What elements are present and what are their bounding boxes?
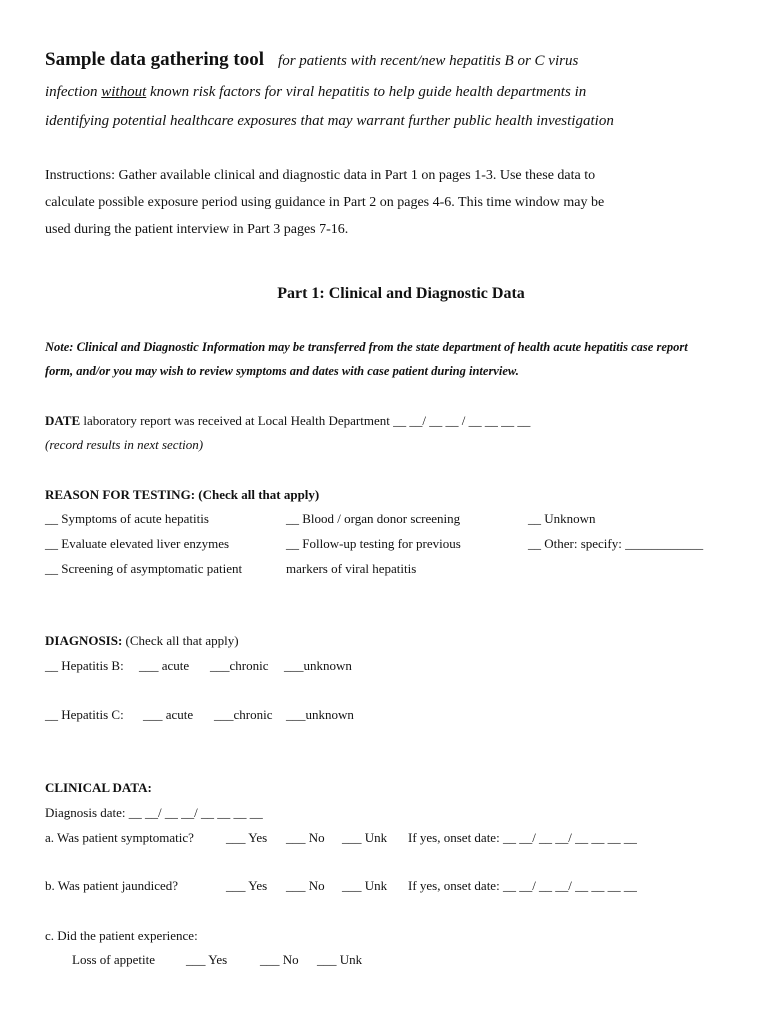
reason-option-follow-up-testing[interactable]: __ Follow-up testing for previous bbox=[286, 536, 461, 551]
reason-option-follow-up-testing-cont: markers of viral hepatitis bbox=[286, 561, 417, 576]
diagnosis-date-field[interactable]: Diagnosis date: __ __/ __ __/ __ __ __ __ bbox=[45, 805, 263, 820]
reason-option-unknown[interactable]: __ Unknown bbox=[528, 511, 596, 526]
diagnosis-heading bbox=[45, 633, 239, 649]
jaundiced-yes[interactable]: ___ Yes bbox=[226, 878, 268, 893]
subtitle-text: known risk factors for viral hepatitis to help guide health departments in bbox=[146, 84, 587, 100]
reason-option-elevated-enzymes[interactable]: __ Evaluate elevated liver enzymes bbox=[45, 536, 230, 551]
reason-subtitle: : (Check all that apply) bbox=[190, 487, 320, 502]
question-symptomatic: a. Was patient symptomatic? bbox=[45, 830, 194, 845]
reason-option-symptoms[interactable]: __ Symptoms of acute hepatitis bbox=[45, 511, 209, 526]
symptomatic-onset-date-field[interactable]: If yes, onset date: __ __/ __ __/ __ __ __ __ bbox=[408, 830, 637, 845]
symptomatic-unk[interactable]: ___ Unk bbox=[342, 830, 388, 845]
diagnosis-hepc-chronic[interactable]: ___chronic bbox=[214, 707, 273, 722]
reason-title: REASON FOR TESTING bbox=[45, 487, 191, 502]
date-label: DATE bbox=[45, 413, 81, 428]
symptomatic-no[interactable]: ___ No bbox=[286, 830, 325, 845]
part1-title: Part 1: Clinical and Diagnostic Data bbox=[277, 285, 525, 302]
reason-option-blood-organ-donor[interactable]: __ Blood / organ donor screening bbox=[286, 511, 461, 526]
date-received-text: laboratory report was received at Local Health Department __ __/ __ __ / __ __ __ __ bbox=[80, 413, 531, 428]
document-title-line-1 bbox=[45, 49, 578, 71]
clinical-data-heading: CLINICAL DATA: bbox=[45, 780, 152, 795]
date-received-field[interactable] bbox=[45, 413, 530, 429]
instructions-line-2: calculate possible exposure period using guidance in Part 2 on pages 4-6. This time window may be bbox=[45, 195, 605, 210]
loss-of-appetite-unk[interactable]: ___ Unk bbox=[317, 952, 363, 967]
jaundiced-onset-date-field[interactable]: If yes, onset date: __ __/ __ __/ __ __ __ __ bbox=[408, 878, 637, 893]
instructions-line-3: used during the patient interview in Part 3 pages 7-16. bbox=[45, 222, 349, 237]
question-patient-experience: c. Did the patient experience: bbox=[45, 928, 198, 943]
part1-note-line-1: Note: Clinical and Diagnostic Information may be transferred from the state department of health acute hepatitis case report bbox=[45, 340, 688, 354]
document-subtitle-line-1: for patients with recent/new hepatitis B or C virus bbox=[278, 53, 579, 69]
instructions-line-1: Instructions: Gather available clinical and diagnostic data in Part 1 on pages 1-3. Use these data to bbox=[45, 168, 596, 183]
reason-option-screening-asymptomatic[interactable]: __ Screening of asymptomatic patient bbox=[45, 561, 243, 576]
document-subtitle-line-2 bbox=[45, 84, 586, 101]
subtitle-text: infection bbox=[45, 84, 102, 100]
subtitle-underlined-word: without bbox=[101, 84, 147, 100]
diagnosis-hepb-option[interactable]: __ Hepatitis B: bbox=[45, 658, 124, 673]
jaundiced-no[interactable]: ___ No bbox=[286, 878, 325, 893]
loss-of-appetite-yes[interactable]: ___ Yes bbox=[186, 952, 228, 967]
diagnosis-hepb-unknown[interactable]: ___unknown bbox=[284, 658, 352, 673]
document-title: Sample data gathering tool bbox=[45, 49, 265, 70]
diagnosis-hepb-acute[interactable]: ___ acute bbox=[139, 658, 190, 673]
loss-of-appetite-no[interactable]: ___ No bbox=[260, 952, 299, 967]
diagnosis-hepc-unknown[interactable]: ___unknown bbox=[286, 707, 354, 722]
date-note: (record results in next section) bbox=[45, 437, 204, 452]
reason-for-testing-heading bbox=[45, 487, 319, 503]
diagnosis-hepc-option[interactable]: __ Hepatitis C: bbox=[45, 707, 124, 722]
document-subtitle-line-3: identifying potential healthcare exposures that may warrant further public health investigation bbox=[45, 113, 614, 129]
loss-of-appetite-label: Loss of appetite bbox=[72, 952, 156, 967]
reason-option-other[interactable]: __ Other: specify: ____________ bbox=[528, 536, 704, 551]
jaundiced-unk[interactable]: ___ Unk bbox=[342, 878, 388, 893]
diagnosis-hepb-chronic[interactable]: ___chronic bbox=[210, 658, 269, 673]
question-jaundiced: b. Was patient jaundiced? bbox=[45, 878, 179, 893]
symptomatic-yes[interactable]: ___ Yes bbox=[226, 830, 268, 845]
diagnosis-title: DIAGNOSIS: bbox=[45, 633, 123, 648]
diagnosis-hepc-acute[interactable]: ___ acute bbox=[143, 707, 194, 722]
part1-note-line-2: form, and/or you may wish to review symptoms and dates with case patient during interview. bbox=[45, 364, 519, 378]
diagnosis-subtitle: (Check all that apply) bbox=[122, 633, 239, 648]
